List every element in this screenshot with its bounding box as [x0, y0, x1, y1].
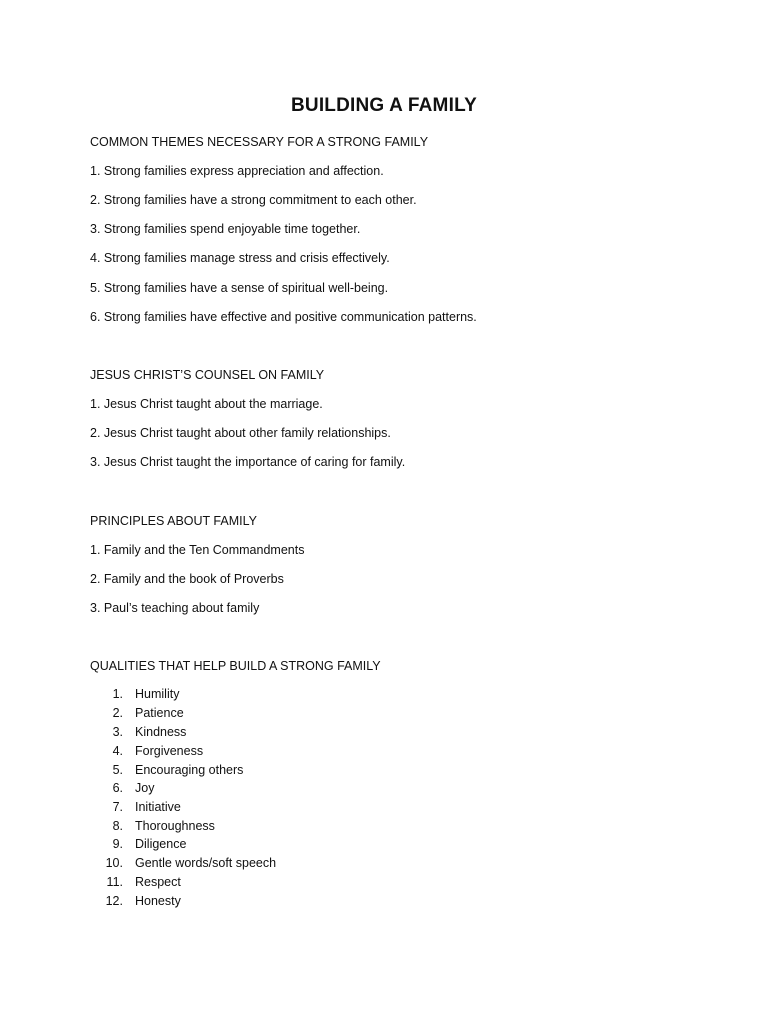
list-number: 4.	[112, 744, 123, 758]
list-text: Honesty	[135, 894, 181, 908]
list-item: 1. Strong families express appreciation and affection.	[90, 164, 384, 178]
section-heading-principles: PRINCIPLES ABOUT FAMILY	[90, 514, 257, 528]
list-number: 11.	[106, 875, 123, 889]
list-number: 12.	[105, 894, 123, 908]
list-item: 1. Family and the Ten Commandments	[90, 543, 305, 557]
list-text: Encouraging others	[135, 763, 244, 777]
list-item: 6. Strong families have effective and positive communication patterns.	[90, 310, 477, 324]
list-number: 8.	[112, 819, 123, 833]
list-number: 3.	[112, 725, 123, 739]
section-heading-qualities: QUALITIES THAT HELP BUILD A STRONG FAMILY	[90, 659, 381, 673]
list-item: 2. Strong families have a strong commitment to each other.	[90, 193, 417, 207]
list-text: Respect	[135, 875, 181, 889]
list-item: 3. Jesus Christ taught the importance of caring for family.	[90, 455, 406, 469]
list-item: 2. Family and the book of Proverbs	[90, 572, 284, 586]
list-text: Initiative	[135, 800, 181, 814]
list-item: 1. Jesus Christ taught about the marriage.	[90, 397, 323, 411]
list-text: Kindness	[135, 725, 187, 739]
list-number: 2.	[112, 706, 123, 720]
list-text: Diligence	[135, 837, 187, 851]
list-item: 3. Strong families spend enjoyable time together.	[90, 222, 361, 236]
list-text: Humility	[135, 687, 180, 701]
list-text: Patience	[135, 706, 184, 720]
section-heading-jesus-counsel: JESUS CHRIST’S COUNSEL ON FAMILY	[90, 368, 325, 382]
list-item: 5. Strong families have a sense of spiritual well-being.	[90, 281, 389, 295]
list-text: Joy	[135, 781, 155, 795]
list-item: 4. Strong families manage stress and crisis effectively.	[90, 251, 390, 265]
list-number: 9.	[112, 837, 123, 851]
list-number: 1.	[112, 687, 123, 701]
section-heading-common-themes: COMMON THEMES NECESSARY FOR A STRONG FAMILY	[90, 135, 429, 149]
list-number: 7.	[112, 800, 123, 814]
list-item: 3. Paul’s teaching about family	[90, 601, 260, 615]
list-text: Thoroughness	[135, 819, 215, 833]
list-item: 2. Jesus Christ taught about other family relationships.	[90, 426, 391, 440]
list-text: Gentle words/soft speech	[135, 856, 277, 870]
list-number: 5.	[112, 763, 123, 777]
list-number: 10.	[105, 856, 123, 870]
page-title: BUILDING A FAMILY	[290, 95, 477, 116]
list-number: 6.	[112, 781, 123, 795]
list-text: Forgiveness	[135, 744, 204, 758]
